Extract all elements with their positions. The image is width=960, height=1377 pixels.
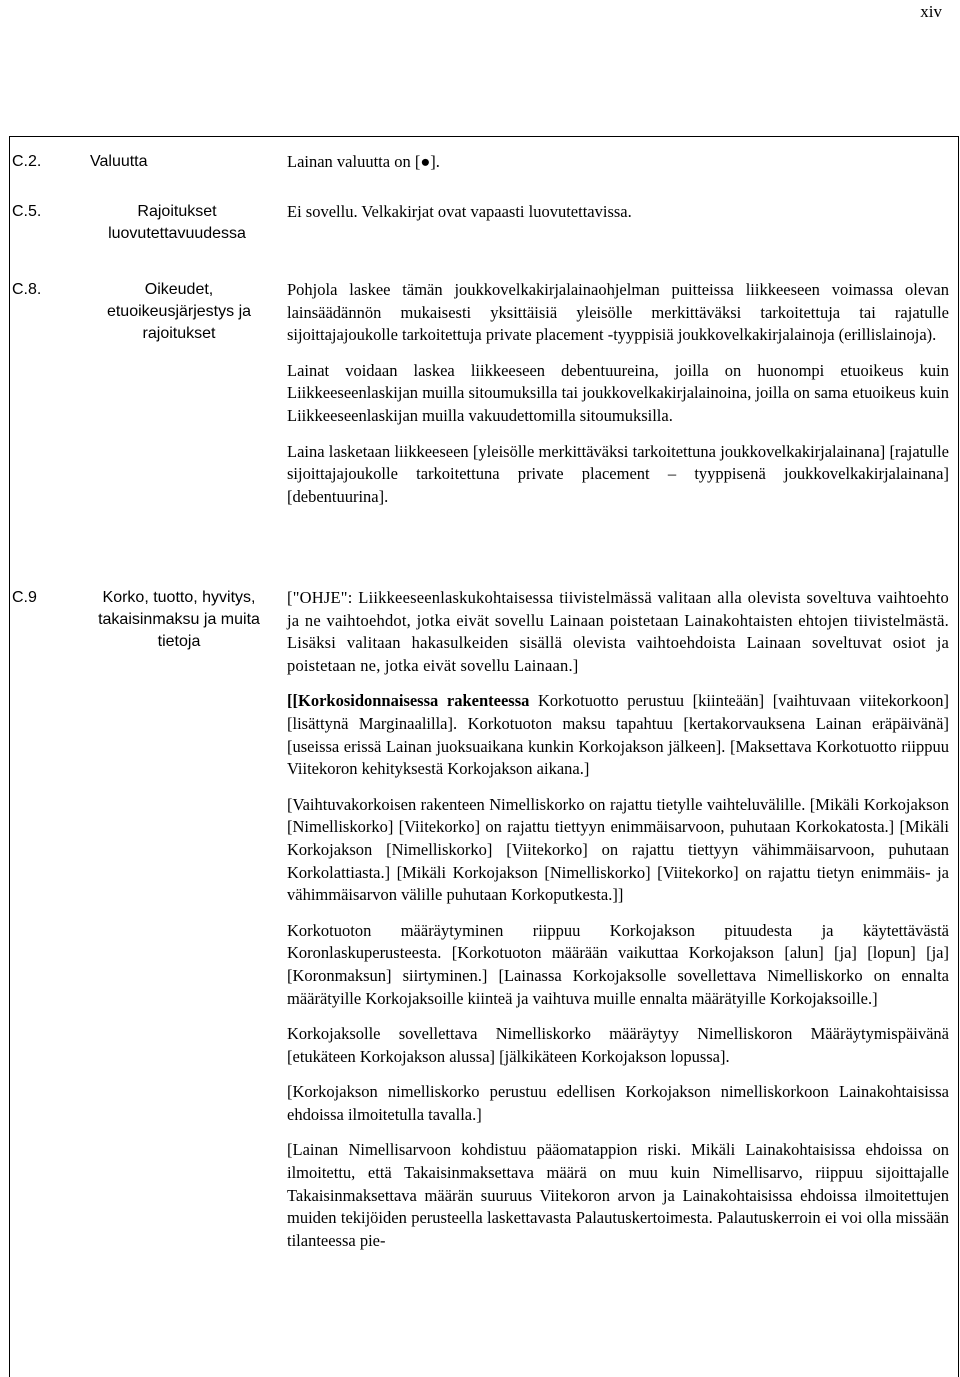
row-content — [287, 279, 949, 521]
row-content — [287, 151, 949, 187]
paragraph: [Korkojakson nimelliskorko perustuu edellisen Korkojakson nimelliskorkoon Lainakohtaisissa ehdoissa ilmoitetulla tavalla.] — [287, 1082, 949, 1124]
paragraph-rest: Korkotuotto perustuu [kiinteään] [vaihtuvaan viitekorkoon] [lisättynä Marginaalilla]. Korkotuoton maksu tapahtuu [kertakorvauksena Lainan eräpäivänä] [useissa erissä Lainan juoksuaikana kunkin Korkojakson jälkeen]. [Maksettava Korkotuotto riippuu Viitekoron kehityksestä Korkojakson aikana.] — [287, 691, 950, 779]
row-code: C.2. — [12, 153, 42, 170]
paragraph: Lainan valuutta on [●]. — [287, 152, 440, 171]
paragraph: Korkojaksolle sovellettava Nimelliskorko määräytyy Nimelliskoron Määräytymispäivänä [etukäteen Korkojakson alussa] [jälkikäteen Korkojakson lopussa]. — [287, 1024, 949, 1066]
paragraph — [287, 690, 949, 780]
paragraph: [Lainan Nimellisarvoon kohdistuu pääomatappion riski. Mikäli Lainakohtaisissa ehdoissa on ilmoitettu, että Takaisinmaksettava määrä on muu kuin Nimellisarvo, riippuu sijoittajalle Takaisinmaksettava määrän suuruus Viitekoron arvon ja Lainakohtaisissa ehdoissa ilmoitettujen muiden tekijöiden perusteella laskettavasta Palautuskertoimesta. Palautuskerroin ei voi olla missään tilanteessa pie- — [287, 1140, 949, 1250]
row-label: Valuutta — [90, 153, 148, 170]
row-label: Oikeudet, etuoikeusjärjestys ja rajoitukset — [106, 281, 252, 342]
summary-table — [9, 136, 959, 1377]
paragraph: Korkotuoton määräytyminen riippuu Korkojakson pituudesta ja käytettävästä Koronlaskuperusteesta. [Korkotuoton määrään vaikuttaa Korkojakson [alun] [ja] [lopun] [ja] [Koronmaksun] siirtyminen.] [Lainassa Korkojaksolle sovellettava Nimelliskorko on ennalta määrätyille Korkojaksoille kiinteä ja vaihtuva muille ennalta määrätyille Korkojaksoille.] — [287, 920, 949, 1008]
paragraph: Lainat voidaan laskea liikkeeseen debentuureina, joilla on huonompi etuoikeus kuin Liikkeeseenlaskijan muilla sitoumuksilla tai joukkovelkakirjalainoina, joilla on sama etuoikeus kuin Liikkeeseenlaskijan muilla vakuudettomilla sitoumuksilla. — [287, 360, 949, 425]
page-number: xiv — [920, 2, 942, 21]
row-label: Korko, tuotto, hyvitys, takaisinmaksu ja muita tietoja — [98, 589, 260, 650]
bold-lead: [[Korkosidonnaisessa rakenteessa — [287, 691, 530, 711]
row-label: Rajoitukset luovutettavuudessa — [108, 203, 246, 242]
paragraph: [Vaihtuvakorkoisen rakenteen Nimelliskorko on rajattu tietylle vaihteluvälille. [Mikäli Korkojakson [Nimelliskorko] [Viitekorko] on rajattu tiettyyn enimmäisarvoon, puhutaan Korkokatosta.] [Mikäli Korkojakson [Nimelliskorko] [Viitekorko] on rajattu tiettyyn vähimmäisarvoon, puhutaan Korkolattiasta.] [Mikäli Korkojakson [Nimelliskorko] [Viitekorko] on rajattu tietyn enimmäis- ja vähimmäisarvon välille puhutaan Korkoputkesta.]] — [287, 794, 949, 905]
instruction-note: ["OHJE": Liikkeeseenlaskukohtaisessa tiivistelmässä valitaan alla olevista soveltuva vaihtoehto ja ne vaihtoehdot, jotka eivät sovellu Lainaan poistetaan Lainakohtaisten ehtojen tiivistelmästä. Lisäksi valitaan hakasulkeiden sisällä olevista vaihtoehdoista Lainaan soveltuvat osiot ja poistetaan ne, jotka eivät sovellu Lainaan.] — [287, 588, 949, 675]
row-code: C.5. — [12, 203, 42, 220]
row-code: C.9 — [12, 589, 37, 606]
row-content — [287, 201, 949, 237]
row-content — [287, 587, 949, 1265]
row-code: C.8. — [12, 281, 42, 298]
paragraph: Ei sovellu. Velkakirjat ovat vapaasti luovutettavissa. — [287, 202, 632, 221]
paragraph: Pohjola laskee tämän joukkovelkakirjalainaohjelman puitteissa liikkeeseen voimassa olevan lainsäädännön mukaisesti yksittäisiä yleisölle merkittäväksi tarkoitettuja tai rajatulle sijoittajajoukolle tarkoitettuja private placement -tyyppisiä joukkovelkakirjalainoja (erillislainoja). — [287, 280, 949, 345]
paragraph: Laina lasketaan liikkeeseen [yleisölle merkittäväksi tarkoitettuna joukkovelkakirjalainana] [rajatulle sijoittajajoukolle tarkoitettuna private placement – tyyppisenä joukkovelkakirjalainana] [debentuurina]. — [287, 441, 949, 506]
